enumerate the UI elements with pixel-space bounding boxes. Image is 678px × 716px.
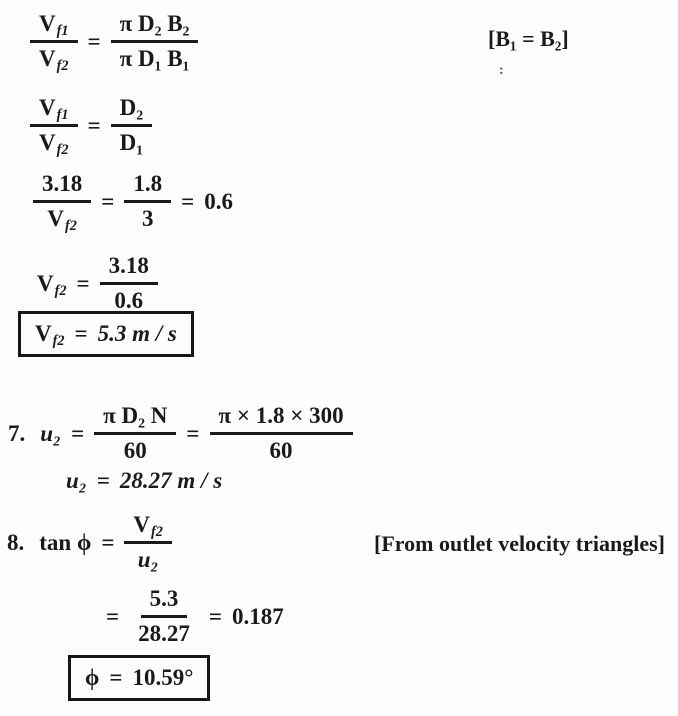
symbol-phi: ϕ — [85, 665, 100, 690]
equals-sign: = — [208, 603, 222, 629]
step-number-8: 8. — [7, 529, 25, 555]
term-vf2 — [37, 271, 67, 297]
symbol-v: V — [133, 512, 151, 537]
equals-sign: = — [101, 188, 115, 214]
result-box-phi — [68, 655, 210, 701]
equation-line-7 — [66, 468, 222, 494]
step-number-7: 7. — [8, 420, 26, 446]
result-value: 10.59° — [132, 665, 194, 690]
subscript-f2: f2 — [65, 218, 77, 235]
subscript-f1: f1 — [56, 106, 69, 123]
equals-sign: = — [106, 603, 120, 629]
denominator: 60 — [123, 438, 147, 464]
numerator — [30, 11, 78, 43]
equation-line-4 — [37, 253, 158, 315]
denominator: 0.6 — [114, 288, 144, 314]
subscript-f1: f1 — [56, 22, 69, 39]
denominator: 60 — [269, 438, 293, 464]
condition-note-b1-b2: [B₁ = B₂] — [488, 26, 569, 51]
numerator: π D₂ N — [94, 403, 176, 435]
numerator: 5.3 — [141, 586, 188, 618]
result-value: 0.187 — [231, 603, 284, 629]
result-value: 5.3 m / s — [97, 321, 177, 346]
numerator — [124, 512, 172, 544]
subscript-f2: f2 — [52, 332, 65, 349]
equals-sign: = — [74, 321, 88, 346]
symbol-v: V — [39, 11, 56, 36]
symbol-v: V — [39, 95, 56, 120]
fraction-318-vf2 — [33, 171, 91, 233]
denominator — [30, 43, 78, 75]
numerator — [30, 95, 78, 127]
equals-sign: = — [181, 188, 195, 214]
equals-sign: = — [76, 270, 90, 296]
equals-sign: = — [96, 468, 110, 493]
fraction-vf2-u2 — [124, 512, 172, 574]
term-tan-phi: tan ϕ — [39, 529, 92, 555]
equation-line-3 — [33, 171, 233, 233]
equation-line-10 — [68, 655, 210, 701]
term-u2: u₂ — [66, 468, 87, 493]
numerator: D₂ — [111, 95, 153, 127]
equation-line-2 — [30, 95, 152, 157]
numerator: 1.8 — [124, 171, 171, 203]
equation-line-9 — [96, 586, 284, 648]
equals-sign: = — [186, 420, 200, 446]
symbol-v: V — [47, 206, 64, 232]
denominator: 3 — [141, 206, 154, 232]
symbol-v: V — [35, 321, 52, 346]
equals-sign: = — [87, 112, 101, 138]
equals-sign: = — [71, 420, 85, 446]
equation-line-8 — [7, 512, 172, 574]
numerator: 3.18 — [33, 171, 91, 203]
fraction-vf1-vf2 — [30, 95, 78, 157]
symbol-v: V — [39, 130, 56, 156]
fraction-53-2827 — [129, 586, 199, 648]
result-value: 28.27 m / s — [119, 468, 223, 493]
result-box-vf2 — [18, 311, 194, 357]
fraction-pid2n-60 — [94, 403, 176, 465]
equals-sign: = — [109, 665, 123, 690]
equation-line-6 — [8, 403, 353, 465]
numerator: π D₂ B₂ — [111, 11, 199, 43]
term-u2: u₂ — [40, 420, 62, 446]
term-vf2 — [35, 321, 65, 347]
symbol-v: V — [39, 46, 56, 72]
numerator: 3.18 — [100, 253, 158, 285]
denominator — [38, 203, 86, 235]
fraction-pid2b2-pid1b1 — [111, 11, 199, 73]
subscript-f2: f2 — [54, 282, 67, 299]
denominator — [30, 127, 78, 159]
subscript-f2: f2 — [56, 142, 69, 159]
equation-line-1 — [30, 11, 198, 73]
equals-sign: = — [101, 529, 115, 555]
subscript-f2: f2 — [151, 523, 163, 540]
denominator: D₁ — [119, 130, 144, 156]
fraction-pi18300-60 — [210, 403, 353, 465]
denominator: π D₁ B₁ — [119, 46, 190, 72]
fraction-18-3 — [124, 171, 171, 233]
fraction-d2-d1 — [111, 95, 153, 157]
denominator: 28.27 — [138, 621, 190, 647]
fraction-vf1-vf2 — [30, 11, 78, 73]
equals-sign: = — [87, 28, 101, 54]
fraction-318-06 — [100, 253, 158, 315]
source-note-outlet-triangles: [From outlet velocity triangles] — [374, 531, 666, 556]
symbol-v: V — [37, 270, 54, 296]
equation-line-5 — [18, 311, 194, 357]
denominator: u₂ — [137, 547, 159, 573]
subscript-f2: f2 — [56, 58, 69, 75]
scan-artifact-colon: : — [499, 63, 504, 78]
numerator: π × 1.8 × 300 — [210, 403, 353, 435]
result-value: 0.6 — [204, 188, 233, 214]
